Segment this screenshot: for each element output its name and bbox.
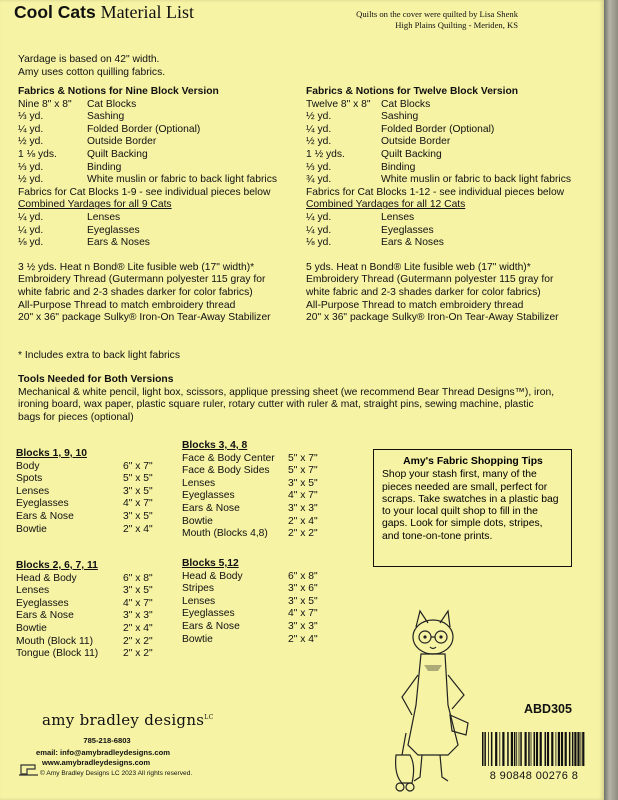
piece-row [16, 648, 176, 661]
notion-line: white fabric and 2-3 shades darker for color fabrics) [306, 286, 541, 298]
blocks-5-12 [182, 558, 342, 646]
row-label: Ears & Nose [16, 610, 74, 622]
row-value: Folded Border (Optional) [87, 123, 201, 135]
barcode-number: 8 90848 00276 8 [489, 770, 579, 782]
row-value: 3" x 3" [288, 502, 318, 514]
piece-row [16, 486, 176, 499]
intro-text [18, 54, 165, 79]
tools-line: Mechanical & white pencil, light box, scissors, applique pressing sheet (we recommend Bear Thread Designs™), iron, [18, 386, 555, 398]
title-bold: Cool Cats [14, 2, 96, 22]
row-label: Ears & Nose [16, 510, 74, 522]
row-value: 3" x 5" [123, 585, 153, 597]
row-value: 3" x 6" [288, 583, 318, 595]
row-label: Ears & Nose [182, 620, 240, 632]
notion-line: 3 ½ yds. Heat n Bond® Lite fusible web (17" width)* [18, 261, 255, 273]
row-label: Eyeglasses [16, 597, 69, 609]
barcode-bar [551, 732, 553, 766]
tools-section [18, 374, 554, 424]
barcode-bar [495, 732, 497, 766]
row-value: 2" x 4" [123, 622, 153, 634]
row-value: 2" x 4" [288, 515, 318, 527]
row-label: Face & Body Center [182, 452, 275, 464]
yardage-row [306, 162, 596, 175]
row-label: 1 ½ yds. [306, 148, 345, 160]
row-value: White muslin or fabric to back light fabrics [87, 174, 277, 186]
barcode-bar [499, 732, 500, 766]
tips-title: Amy's Fabric Shopping Tips [403, 456, 543, 467]
brand-logo [42, 712, 213, 727]
twelve-block-section [306, 86, 596, 325]
cat-illustration [388, 605, 476, 795]
barcode-bar [572, 732, 574, 766]
row-label: 1 ⅛ yds. [18, 148, 57, 160]
tools-heading: Tools Needed for Both Versions [18, 374, 174, 385]
row-value: 3" x 5" [288, 477, 318, 489]
row-value: 6" x 7" [123, 460, 153, 472]
row-value: 5" x 7" [288, 465, 318, 477]
piece-row [182, 478, 342, 491]
page-edge [604, 0, 618, 800]
row-value: Outside Border [87, 136, 157, 148]
yardage-row [306, 111, 596, 124]
brand-contact-2 [36, 748, 170, 768]
row-value: 3" x 3" [123, 610, 153, 622]
nine-combined-list [18, 212, 298, 250]
row-label: Lenses [182, 595, 216, 607]
yardage-row [18, 225, 298, 238]
intro-line: Yardage is based on 42" width. [18, 54, 160, 65]
row-value: 3" x 3" [288, 620, 318, 632]
row-label: Spots [16, 473, 43, 485]
barcode-bar [507, 732, 509, 766]
row-label: ⅛ yd. [306, 237, 332, 249]
row-value: Cat Blocks [381, 98, 431, 110]
row-label: ⅛ yd. [18, 237, 44, 249]
yardage-row [18, 136, 298, 149]
row-value: Ears & Noses [381, 237, 444, 249]
tips-line: Shop your stash first, many of the [382, 469, 537, 481]
row-value: 3" x 5" [288, 595, 318, 607]
yardage-row [306, 237, 596, 250]
yardage-row [18, 212, 298, 225]
tips-line: to your local quilt shop to fill in the [382, 506, 538, 518]
barcode-bar [545, 732, 547, 766]
row-label: Bowtie [16, 523, 47, 535]
row-value: 4" x 7" [288, 608, 318, 620]
nine-block-note: Fabrics for Cat Blocks 1-9 - see individual pieces below [18, 186, 271, 198]
row-label: Eyeglasses [182, 608, 235, 620]
yardage-row [306, 99, 596, 112]
tips-line: gaps. Look for simple dots, stripes, [382, 518, 543, 530]
nine-notions [18, 262, 298, 325]
barcode-bar [547, 732, 549, 766]
blocks-heading: Blocks 1, 9, 10 [16, 448, 87, 459]
barcode-bar [514, 732, 516, 766]
row-label: Mouth (Blocks 4,8) [182, 528, 268, 540]
piece-row [16, 524, 176, 537]
barcode-bar [582, 732, 584, 766]
blocks-heading: Blocks 5,12 [182, 558, 239, 569]
twelve-block-list [306, 99, 596, 187]
row-value: Ears & Noses [87, 237, 150, 249]
notion-line: 20" x 36" package Sulky® Iron-On Tear-Away Stabilizer [18, 312, 271, 324]
row-value: 2" x 2" [123, 635, 153, 647]
row-value: 2" x 2" [123, 648, 153, 660]
notion-line: 20" x 36" package Sulky® Iron-On Tear-Away Stabilizer [306, 312, 559, 324]
piece-row [182, 596, 342, 609]
barcode-bar [556, 732, 557, 766]
yardage-row [18, 149, 298, 162]
row-label: Head & Body [182, 570, 243, 582]
barcode-bar [491, 732, 493, 766]
piece-row [16, 636, 176, 649]
row-label: ⅓ yd. [306, 161, 332, 173]
row-label: Bowtie [182, 633, 213, 645]
row-label: Eyeglasses [182, 490, 235, 502]
row-value: Quilt Backing [381, 148, 442, 160]
barcode-bar [519, 732, 520, 766]
barcode-bar [528, 732, 530, 766]
yardage-row [18, 237, 298, 250]
row-label: ¼ yd. [306, 123, 332, 135]
row-label: Lenses [16, 485, 50, 497]
row-label: ¼ yd. [18, 211, 44, 223]
blocks-1-9-10 [16, 448, 176, 536]
row-value: Outside Border [381, 136, 451, 148]
barcode-bar [520, 732, 522, 766]
notion-line: Embroidery Thread (Gutermann polyester 115 gray for [306, 274, 554, 286]
row-value: Folded Border (Optional) [381, 123, 495, 135]
row-value: Cat Blocks [87, 98, 137, 110]
piece-row [16, 473, 176, 486]
barcode-bar [482, 732, 484, 766]
row-value: 6" x 8" [123, 572, 153, 584]
row-label: ½ yd. [18, 136, 44, 148]
row-value: 2" x 4" [288, 633, 318, 645]
barcode-bar [540, 732, 542, 766]
blocks-heading: Blocks 3, 4, 8 [182, 440, 248, 451]
barcode-bar [577, 732, 579, 766]
row-label: ⅓ yd. [18, 111, 44, 123]
row-label: ½ yd. [18, 174, 44, 186]
barcode-bar [531, 732, 532, 766]
row-label: ½ yd. [306, 136, 332, 148]
piece-row [182, 621, 342, 634]
piece-row [182, 583, 342, 596]
tips-line: pieces needed are small, perfect for [382, 481, 548, 493]
title-rest: Material List [100, 2, 195, 22]
piece-row [182, 453, 342, 466]
row-value: Lenses [381, 211, 415, 223]
row-label: ¾ yd. [306, 174, 332, 186]
row-label: Bowtie [182, 515, 213, 527]
notion-line: white fabric and 2-3 shades darker for color fabrics) [18, 286, 253, 298]
piece-row [16, 623, 176, 636]
twelve-combined-heading: Combined Yardages for all 12 Cats [306, 199, 466, 211]
row-label: Head & Body [16, 572, 77, 584]
page-title [14, 2, 195, 22]
block-list [182, 571, 342, 647]
piece-row [182, 634, 342, 647]
piece-row [16, 511, 176, 524]
row-value: 2" x 4" [123, 523, 153, 535]
tools-line: ironing board, wax paper, plastic square ruler, rotary cutter with ruler & mat, straight pins, sewing machine, plastic [18, 399, 534, 411]
row-value: White muslin or fabric to back light fabrics [381, 174, 571, 186]
credit-line: Quilts on the cover were quilted by Lisa Shenk [356, 9, 518, 19]
logo-lc: LC [204, 714, 214, 721]
email: email: info@amybradleydesigns.com [36, 748, 171, 757]
row-value: 4" x 7" [123, 597, 153, 609]
yardage-row [18, 174, 298, 187]
row-value: Quilt Backing [87, 148, 148, 160]
row-label: Tongue (Block 11) [16, 648, 99, 660]
credit-line: High Plains Quilting - Meriden, KS [395, 19, 518, 30]
row-label: ¼ yd. [306, 224, 332, 236]
row-value: 5" x 5" [123, 473, 153, 485]
row-value: Sashing [87, 111, 125, 123]
row-label: ⅓ yd. [18, 161, 44, 173]
piece-row [182, 503, 342, 516]
piece-row [16, 585, 176, 598]
barcode-icon [478, 732, 588, 768]
row-value: Sashing [381, 111, 419, 123]
piece-row [16, 461, 176, 474]
row-value: 4" x 7" [288, 490, 318, 502]
piece-row [16, 610, 176, 623]
row-value: Lenses [87, 211, 121, 223]
barcode-bar [574, 732, 576, 766]
tips-line: and tone-on-tone prints. [382, 530, 493, 542]
yardage-row [306, 212, 596, 225]
row-label: ½ yd. [306, 111, 332, 123]
row-value: 3" x 5" [123, 510, 153, 522]
row-label: Body [16, 460, 40, 472]
row-value: Eyeglasses [381, 224, 434, 236]
row-value: Eyeglasses [87, 224, 140, 236]
row-value: 4" x 7" [123, 498, 153, 510]
row-label: Face & Body Sides [182, 465, 270, 477]
block-list [16, 573, 176, 661]
nine-block-section [18, 86, 298, 325]
tips-line: scraps. Take swatches in a plastic bag [382, 493, 559, 505]
piece-row [16, 498, 176, 511]
yardage-row [306, 149, 596, 162]
yardage-row [306, 225, 596, 238]
barcode-bar [502, 732, 504, 766]
row-label: Twelve 8" x 8" [306, 98, 371, 110]
sewing-machine-icon [18, 760, 40, 778]
row-value: 2" x 2" [288, 528, 318, 540]
barcode-bar [488, 732, 489, 766]
piece-row [16, 598, 176, 611]
intro-line: Amy uses cotton quilling fabrics. [18, 66, 166, 78]
block-list [16, 461, 176, 537]
row-label: Mouth (Block 11) [16, 635, 94, 647]
piece-row [182, 516, 342, 529]
yardage-row [306, 124, 596, 137]
row-label: Lenses [16, 585, 50, 597]
row-label: Stripes [182, 583, 215, 595]
barcode-bar [561, 732, 563, 766]
yardage-row [18, 124, 298, 137]
barcode-bar [569, 732, 571, 766]
row-label: ¼ yd. [18, 224, 44, 236]
yardage-row [18, 99, 298, 112]
brand-contact [62, 736, 152, 746]
row-label: Eyeglasses [16, 498, 69, 510]
notion-line: Embroidery Thread (Gutermann polyester 115 gray for [18, 274, 266, 286]
piece-row [182, 528, 342, 541]
barcode-bar [558, 732, 560, 766]
shopping-tips-box [373, 449, 572, 567]
twelve-notions [306, 262, 596, 325]
piece-row [182, 571, 342, 584]
barcode-bar [565, 732, 567, 766]
piece-row [182, 608, 342, 621]
yardage-row [18, 162, 298, 175]
blocks-heading: Blocks 2, 6, 7, 11 [16, 560, 98, 571]
twelve-combined-list [306, 212, 596, 250]
barcode-bar [536, 732, 538, 766]
nine-block-list [18, 99, 298, 187]
twelve-block-note: Fabrics for Cat Blocks 1-12 - see individual pieces below [306, 186, 565, 198]
footnote: * Includes extra to back light fabrics [18, 350, 180, 361]
barcode-bar [516, 732, 517, 766]
logo-text: amy bradley designs [42, 711, 205, 729]
row-value: Binding [87, 161, 122, 173]
notion-line: All-Purpose Thread to match embroidery thread [18, 299, 236, 311]
row-value: Binding [381, 161, 416, 173]
yardage-row [306, 174, 596, 187]
row-value: 6" x 8" [288, 570, 318, 582]
barcode-bar [484, 732, 486, 766]
row-label: Lenses [182, 477, 216, 489]
row-label: Bowtie [16, 622, 47, 634]
blocks-3-4-8 [182, 440, 342, 541]
barcode-bar [534, 732, 536, 766]
sku-code: ABD305 [524, 702, 572, 716]
piece-row [16, 573, 176, 586]
barcode-bar [581, 732, 582, 766]
row-value: 5" x 7" [288, 452, 318, 464]
blocks-2-6-7-11 [16, 560, 176, 661]
phone: 785-218-6803 [83, 736, 131, 745]
quilter-credit [356, 9, 518, 30]
copyright: © Amy Bradley Designs LC 2023 All rights reserved. [40, 770, 193, 777]
row-label: Ears & Nose [182, 502, 240, 514]
notion-line: All-Purpose Thread to match embroidery thread [306, 299, 524, 311]
piece-row [182, 490, 342, 503]
row-value: 3" x 5" [123, 485, 153, 497]
nine-block-heading: Fabrics & Notions for Nine Block Version [18, 86, 219, 97]
row-label: ¼ yd. [306, 211, 332, 223]
row-label: ¼ yd. [18, 123, 44, 135]
yardage-row [18, 111, 298, 124]
website: www.amybradleydesigns.com [42, 758, 151, 767]
barcode-bar [511, 732, 513, 766]
piece-row [182, 465, 342, 478]
yardage-row [306, 136, 596, 149]
notion-line: 5 yds. Heat n Bond® Lite fusible web (17" width)* [306, 261, 531, 273]
tools-line: bags for pieces (optional) [18, 411, 134, 423]
row-label: Nine 8" x 8" [18, 98, 72, 110]
barcode-bar [525, 732, 527, 766]
block-list [182, 453, 342, 541]
twelve-block-heading: Fabrics & Notions for Twelve Block Version [306, 86, 519, 97]
nine-combined-heading: Combined Yardages for all 9 Cats [18, 199, 172, 211]
